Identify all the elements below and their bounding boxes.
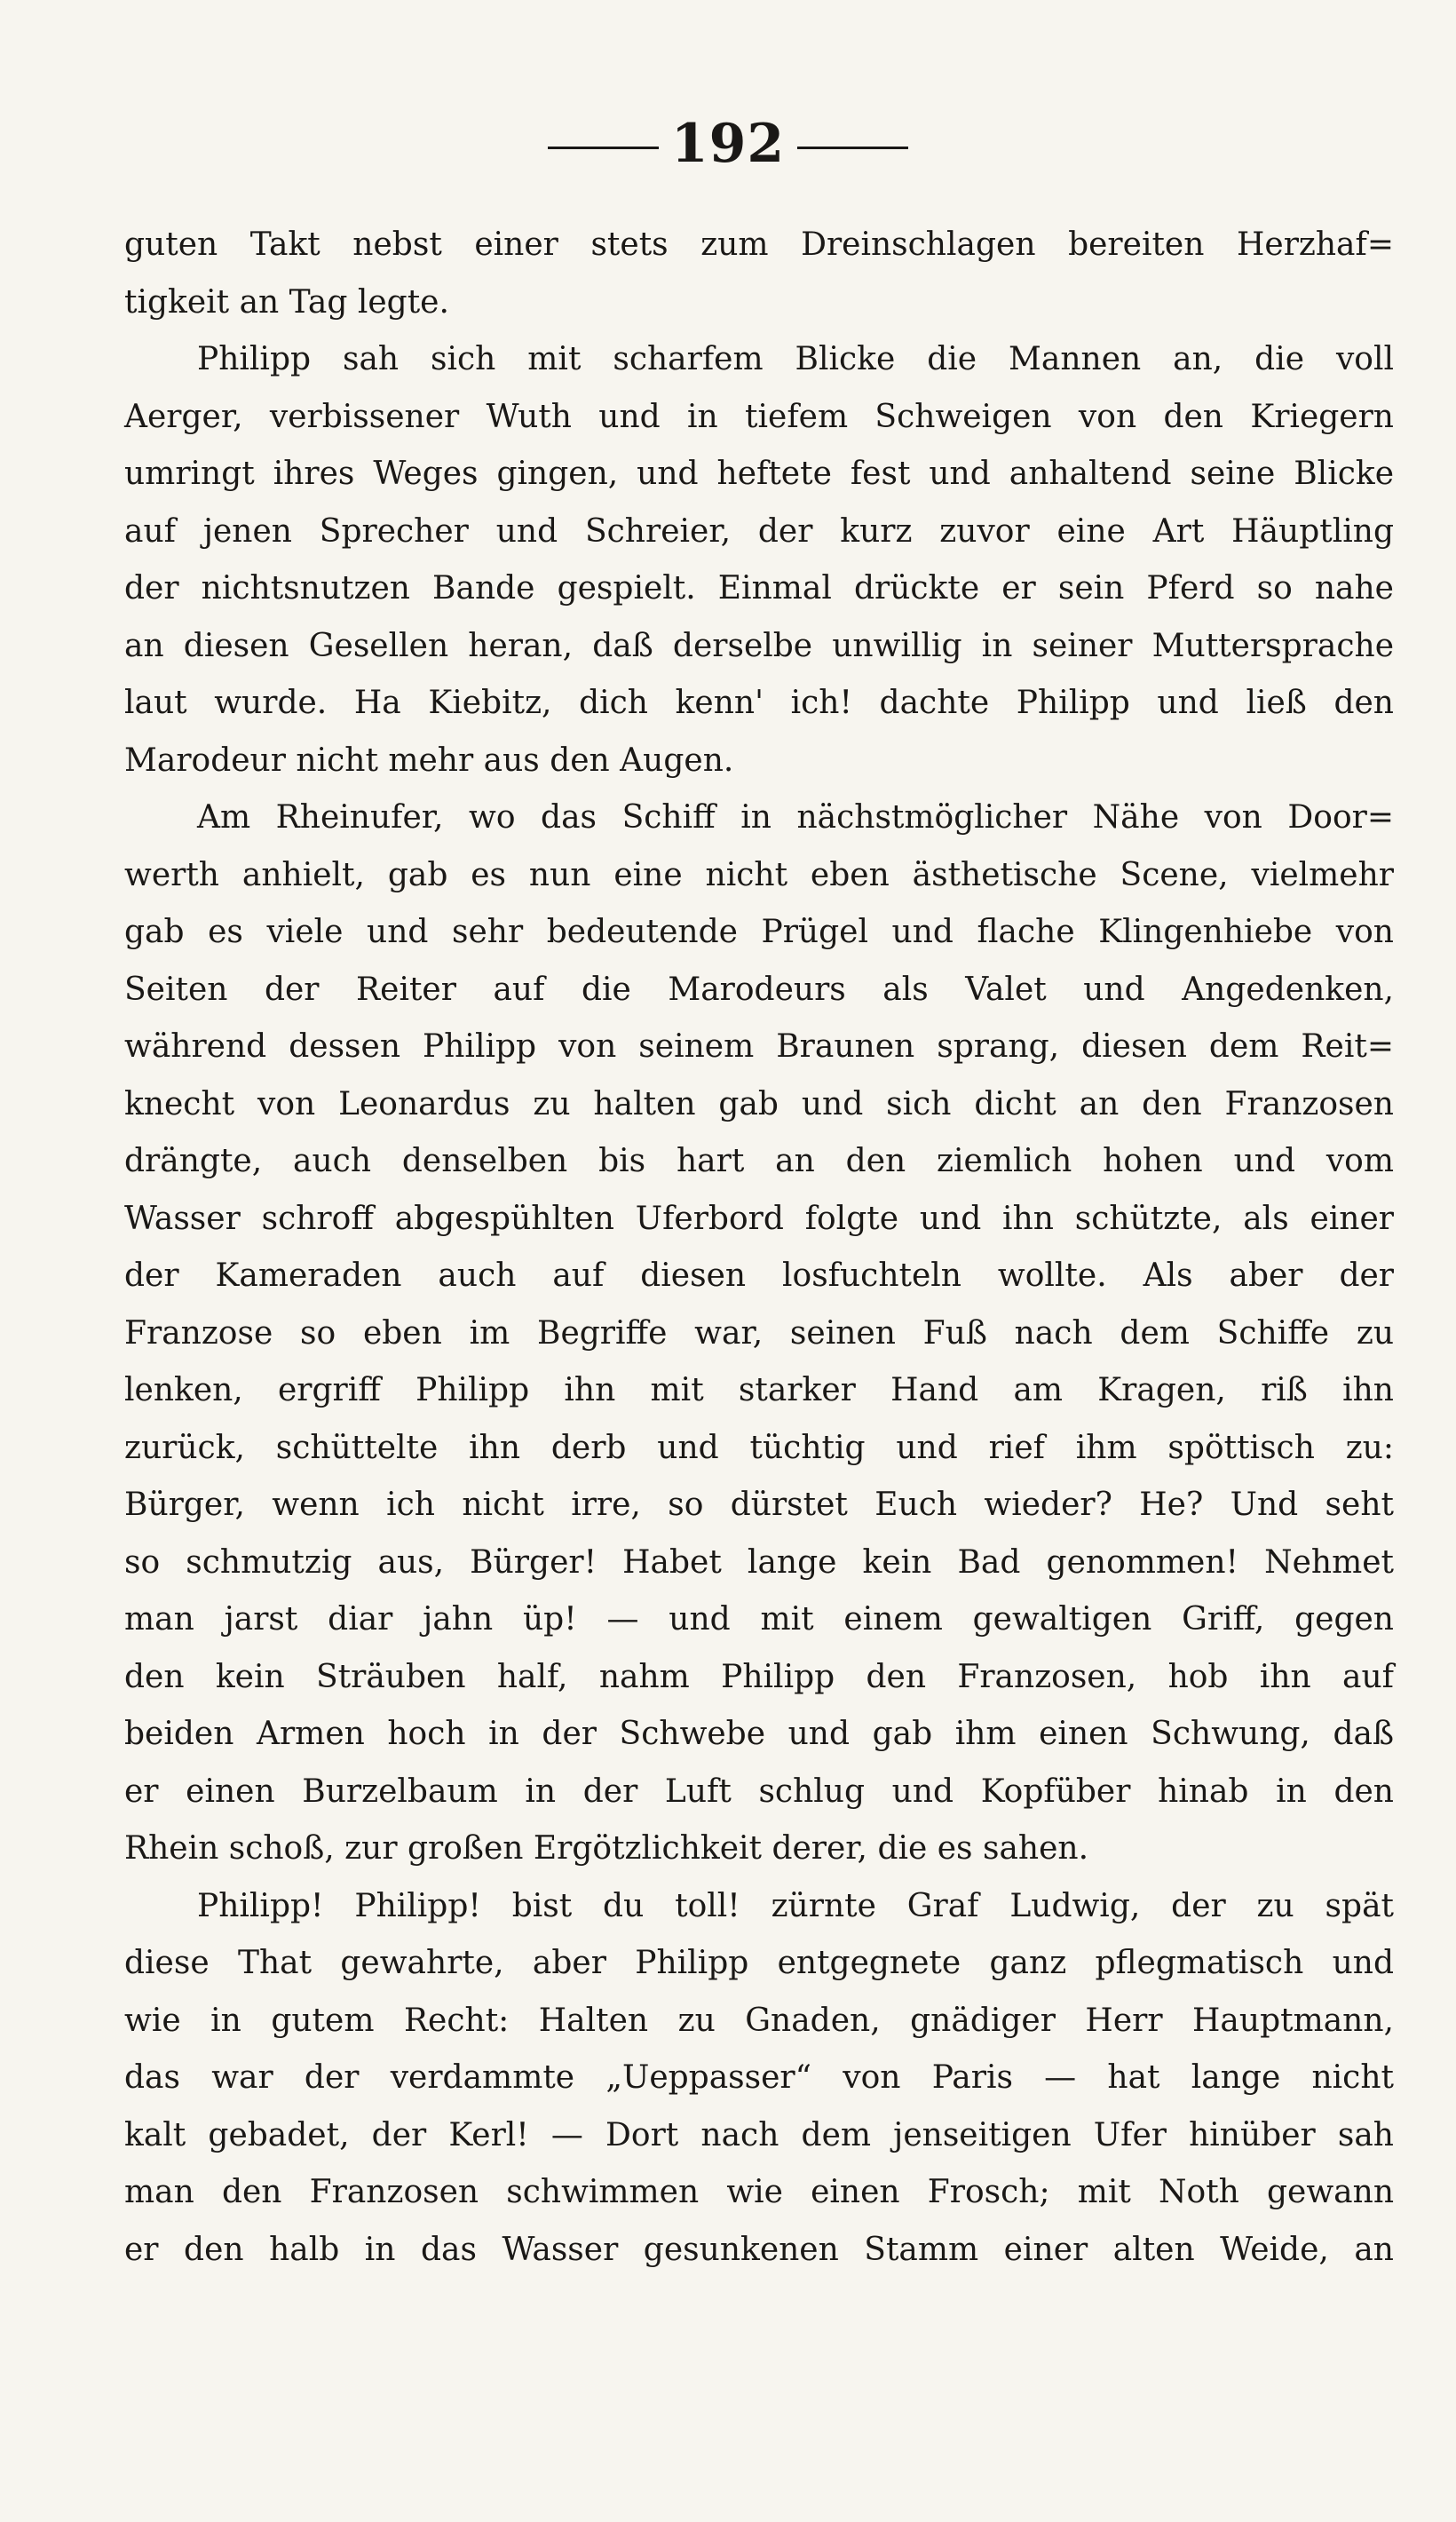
text-line: Franzose so eben im Begriffe war, seinen Fuß nach dem Schiffe zu: [124, 1314, 1394, 1352]
paragraph-start-line: Am Rheinufer, wo das Schiff in nächstmöglicher Nähe von Door=: [197, 799, 1394, 836]
text-line: an diesen Gesellen heran, daß derselbe unwillig in seiner Muttersprache: [124, 627, 1394, 664]
text-line: beiden Armen hoch in der Schwebe und gab ihm einen Schwung, daß: [124, 1716, 1394, 1752]
text-line: auf jenen Sprecher und Schreier, der kurz zuvor eine Art Häuptling: [124, 512, 1394, 550]
text-line: knecht von Leonardus zu halten gab und sich dicht an den Franzosen: [124, 1085, 1394, 1122]
text-line: das war der verdammte „Ueppasser“ von Paris — hat lange nicht: [124, 2059, 1394, 2096]
text-line: Wasser schroff abgespühlten Uferbord folgte und ihn schützte, als einer: [124, 1200, 1394, 1237]
paragraph-start-line: Philipp! Philipp! bist du toll! zürnte Graf Ludwig, der zu spät: [197, 1887, 1394, 1924]
header-rule-left: [548, 147, 659, 149]
text-line: lenken, ergriff Philipp ihn mit starker Hand am Kragen, riß ihn: [124, 1372, 1394, 1408]
text-line: zurück, schüttelte ihn derb und tüchtig und rief ihm spöttisch zu:: [124, 1429, 1394, 1466]
text-line: er den halb in das Wasser gesunkenen Stamm einer alten Weide, an: [124, 2231, 1394, 2268]
page-number: 192: [670, 113, 786, 176]
text-line: Seiten der Reiter auf die Marodeurs als Valet und Angedenken,: [124, 971, 1394, 1008]
paragraph-start-line: Philipp sah sich mit scharfem Blicke die Mannen an, die voll: [197, 341, 1394, 377]
text-line: werth anhielt, gab es nun eine nicht eben ästhetische Scene, vielmehr: [124, 856, 1394, 893]
text-line: Rhein schoß, zur großen Ergötzlichkeit derer, die es sahen.: [124, 1830, 1089, 1867]
text-line: umringt ihres Weges gingen, und heftete fest und anhaltend seine Blicke: [124, 456, 1394, 492]
text-line: Aerger, verbissener Wuth und in tiefem Schweigen von den Kriegern: [124, 398, 1394, 435]
text-line: diese That gewahrte, aber Philipp entgegnete ganz pflegmatisch und: [124, 1945, 1394, 1981]
text-line: laut wurde. Ha Kiebitz, dich kenn' ich! dachte Philipp und ließ den: [124, 685, 1394, 721]
text-line: der nichtsnutzen Bande gespielt. Einmal drückte er sein Pferd so nahe: [124, 570, 1394, 607]
text-line: den kein Sträuben half, nahm Philipp den Franzosen, hob ihn auf: [124, 1658, 1394, 1695]
text-line: während dessen Philipp von seinem Braunen sprang, diesen dem Reit=: [124, 1028, 1394, 1065]
text-line: der Kameraden auch auf diesen losfuchteln wollte. Als aber der: [124, 1257, 1394, 1294]
text-line: kalt gebadet, der Kerl! — Dort nach dem jenseitigen Ufer hinüber sah: [124, 2116, 1394, 2153]
text-line: tigkeit an Tag legte.: [124, 283, 449, 321]
text-line: guten Takt nebst einer stets zum Dreinschlagen bereiten Herzhaf=: [124, 226, 1394, 263]
body-text: [124, 217, 1394, 2279]
text-line: Bürger, wenn ich nicht irre, so dürstet Euch wieder? He? Und seht: [124, 1487, 1394, 1523]
text-line: wie in gutem Recht: Halten zu Gnaden, gnädiger Herr Hauptmann,: [124, 2002, 1394, 2039]
text-line: man jarst diar jahn üp! — und mit einem gewaltigen Griff, gegen: [124, 1601, 1394, 1638]
text-line: gab es viele und sehr bedeutende Prügel und flache Klingenhiebe von: [124, 914, 1394, 950]
text-line: er einen Burzelbaum in der Luft schlug und Kopfüber hinab in den: [124, 1773, 1394, 1810]
text-line: man den Franzosen schwimmen wie einen Frosch; mit Noth gewann: [124, 2174, 1394, 2210]
header-rule-right: [797, 147, 908, 149]
page-header: [0, 105, 1456, 179]
text-line: drängte, auch denselben bis hart an den ziemlich hohen und vom: [124, 1143, 1394, 1179]
text-line: so schmutzig aus, Bürger! Habet lange kein Bad genommen! Nehmet: [124, 1543, 1394, 1581]
text-line: Marodeur nicht mehr aus den Augen.: [124, 742, 734, 779]
